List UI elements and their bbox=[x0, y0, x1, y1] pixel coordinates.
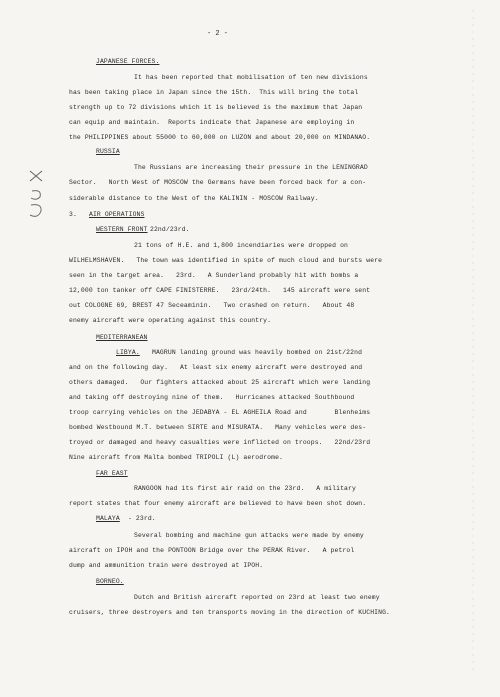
text-line: and taking off destroying nine of them. Hurricanes attacked Southbound bbox=[69, 393, 355, 401]
heading-japanese-forces: JAPANESE FORCES. bbox=[96, 58, 160, 65]
heading-malaya: MALAYA bbox=[96, 515, 120, 523]
heading-russia: RUSSIA bbox=[96, 148, 120, 156]
text-line: siderable distance to the West of the KALININ - MOSCOW Railway. bbox=[69, 194, 319, 202]
text-line: can equip and maintain. Reports indicate that Japanese are employing in bbox=[69, 119, 355, 127]
text-line: has been taking place in Japan since the 15th. This will bring the total bbox=[69, 89, 359, 97]
text-line: It has been reported that mobilisation of ten new divisions bbox=[134, 74, 368, 82]
text-line: Sector. North West of MOSCOW the Germans have been forced back for a con- bbox=[69, 179, 367, 187]
heading-far-east: FAR EAST bbox=[96, 470, 128, 478]
text-line: aircraft on IPOH and the PONTOON Bridge over the PERAK River. A petrol bbox=[69, 546, 355, 554]
text-line: 21 tons of H.E. and 1,800 incendiaries were dropped on bbox=[134, 242, 349, 250]
heading-air-operations: AIR OPERATIONS bbox=[89, 210, 145, 218]
text-line: others damaged. Our fighters attacked about 25 aircraft which were landing bbox=[69, 378, 371, 386]
text-line: the PHILIPPINES about 55000 to 60,000 on LUZON and about 20,000 on MINDANAO. bbox=[69, 134, 371, 142]
page-number: - 2 - bbox=[207, 30, 229, 38]
text-line: strength up to 72 divisions which it is believed is the maximum that Japan bbox=[69, 104, 363, 112]
text-line: 12,000 ton tanker off CAPE FINISTERRE. 23rd/24th. 145 aircraft were sent bbox=[69, 287, 371, 295]
text-line: troop carrying vehicles on the JEDABYA - EL AGHEILA Road and Blenheims bbox=[69, 408, 371, 416]
text-line: Nine aircraft from Malta bombed TRIPOLI (L) aerodrome. bbox=[69, 453, 284, 461]
text-line: troyed or damaged and heavy casualties were inflicted on troops. 22nd/23rd bbox=[69, 438, 371, 446]
text-line: and on the following day. At least six enemy aircraft were destroyed and bbox=[69, 363, 363, 371]
malaya-date: - 23rd. bbox=[128, 515, 156, 523]
section-number: 3. bbox=[69, 210, 77, 218]
handwritten-margin-mark bbox=[26, 165, 48, 225]
text-line: Several bombing and machine gun attacks were made by enemy bbox=[134, 531, 364, 539]
heading-mediterranean: MEDITERRANEAN bbox=[96, 333, 148, 341]
text-line: RANGOON had its first air raid on the 23rd. A military bbox=[134, 485, 356, 493]
text-line: Dutch and British aircraft reported on 23rd at least two enemy bbox=[134, 594, 380, 602]
text-line: enemy aircraft were operating against this country. bbox=[69, 317, 272, 325]
text-line: MAGRUN landing ground was heavily bombed on 21st/22nd bbox=[152, 348, 363, 356]
text-line: report states that four enemy aircraft are believed to have been shot down. bbox=[69, 500, 367, 508]
western-front-date: 22nd/23rd. bbox=[150, 225, 190, 233]
text-line: cruisers, three destroyers and ten transports moving in the direction of KUCHING. bbox=[69, 609, 391, 617]
text-line: The Russians are increasing their pressure in the LENINGRAD bbox=[134, 164, 368, 172]
heading-borneo: BORNEO. bbox=[96, 578, 124, 586]
text-line: seen in the target area. 23rd. A Sunderland probably hit with bombs a bbox=[69, 272, 359, 280]
text-line: dump and ammunition train were destroyed at IPOH. bbox=[69, 561, 264, 569]
text-line: bombed Westbound M.T. between SIRTE and MISURATA. Many vehicles were des- bbox=[69, 423, 367, 431]
binding-edge-marks bbox=[469, 10, 477, 670]
heading-libya: LIBYA. bbox=[116, 348, 140, 356]
heading-western-front: WESTERN FRONT bbox=[96, 225, 148, 233]
text-line: WILHELMSHAVEN. The town was identified in spite of much cloud and bursts were bbox=[69, 257, 383, 265]
text-line: out COLOGNE 69, BREST 47 Seceaminin. Two crashed on return. About 48 bbox=[69, 302, 355, 310]
